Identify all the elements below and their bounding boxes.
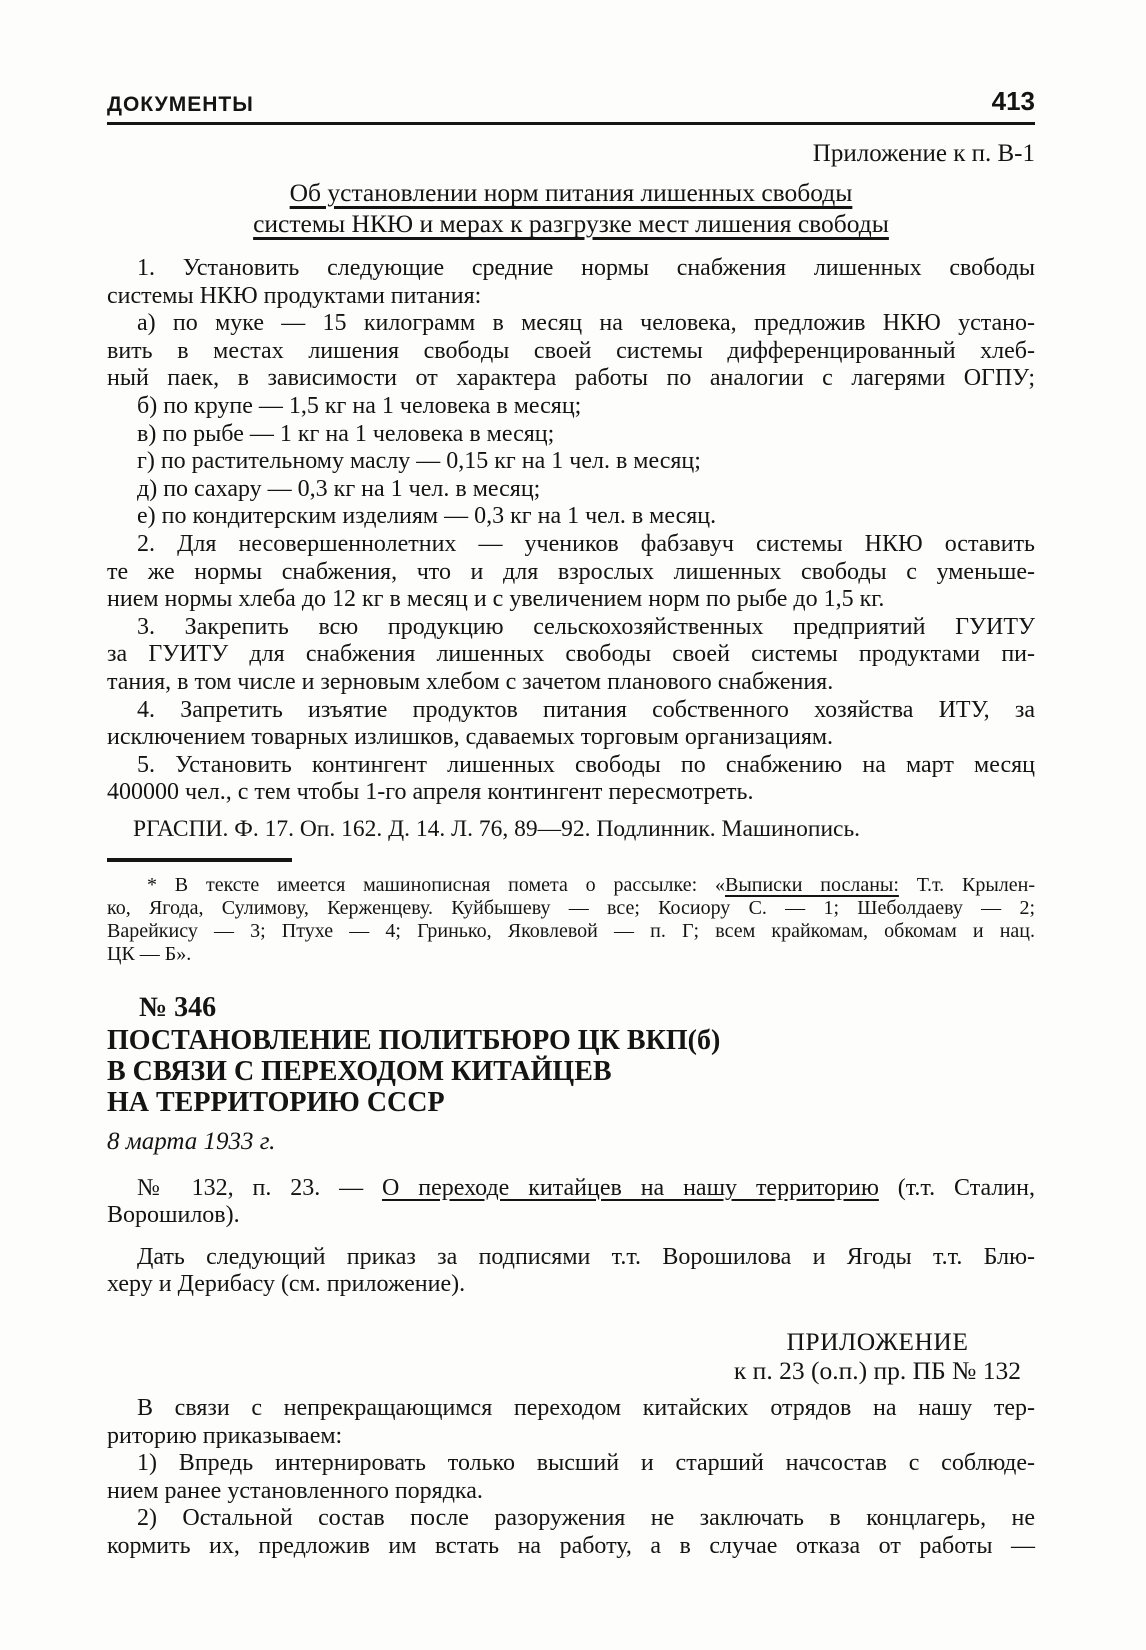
text-run: в) по рыбе — 1 кг на 1 человека в месяц; bbox=[137, 420, 555, 447]
paragraph bbox=[107, 752, 1035, 807]
doc1-title-line: системы НКЮ и мерах к разгрузке мест лишения свободы bbox=[253, 209, 889, 238]
text-line bbox=[107, 338, 1035, 366]
footnote-rule bbox=[107, 858, 292, 862]
text-line bbox=[107, 531, 1035, 559]
text-run: болдаеву — 2; bbox=[886, 897, 1035, 920]
underlined-text: О переходе китайцев на нашу территорию bbox=[382, 1174, 879, 1201]
doc2-body bbox=[107, 1175, 1035, 1299]
paragraph bbox=[107, 1450, 1035, 1505]
text-line bbox=[107, 255, 1035, 283]
text-line bbox=[107, 1271, 1035, 1299]
footnote bbox=[107, 874, 1035, 967]
text-run: херу и Дерибасу (см. приложение). bbox=[107, 1271, 466, 1298]
text-line bbox=[107, 874, 1035, 897]
annex-reference: Приложение к п. В-1 bbox=[812, 140, 1035, 167]
paragraph bbox=[107, 476, 1035, 504]
text-run: е) по кондитерским изделиям — 0,3 кг на 1 чел. в месяц. bbox=[137, 503, 717, 530]
text-run: те же нормы снабжения, что и для взрослых лишенных свободы с уменьше- bbox=[107, 558, 1035, 585]
text-line bbox=[107, 1395, 1035, 1423]
text-line bbox=[107, 779, 1035, 807]
text-run: г) по растительному маслу — 0,15 кг на 1 чел. в месяц; bbox=[137, 448, 701, 475]
text-line bbox=[107, 476, 1035, 504]
text-line bbox=[107, 1175, 1035, 1203]
paragraph bbox=[107, 503, 1035, 531]
doc2-annex-body bbox=[107, 1395, 1035, 1561]
text-line bbox=[107, 1423, 1035, 1451]
text-run: 4. Запретить изъятие продуктов питания собственного хозяйства ИТУ, за bbox=[137, 696, 1035, 723]
text-run: риторию приказываем: bbox=[107, 1422, 343, 1449]
paragraph bbox=[107, 614, 1035, 697]
text-line bbox=[107, 669, 1035, 697]
doc1-body bbox=[107, 255, 1035, 807]
text-run: вить в местах лишения свободы своей системы дифференцированный хлеб- bbox=[107, 337, 1035, 364]
doc2-number: № 346 bbox=[139, 991, 217, 1023]
text-run: 5. Установить контингент лишенных свободы по снабжению на март месяц bbox=[137, 751, 1035, 778]
header-rule bbox=[107, 122, 1035, 125]
annex-heading-title: ПРИЛОЖЕНИЕ bbox=[786, 1327, 969, 1357]
doc1-title bbox=[107, 177, 1035, 239]
paragraph bbox=[107, 421, 1035, 449]
text-run: исключением товарных излишков, сдаваемых торговым организациям. bbox=[107, 724, 834, 751]
text-line bbox=[107, 586, 1035, 614]
running-header bbox=[107, 86, 1035, 117]
text-run: 2) Остальной состав после разоружения не заключать в концлагерь, не bbox=[137, 1505, 1035, 1532]
text-run: нием нормы хлеба до 12 кг в месяц и с увеличением норм по рыбе до 1,5 кг. bbox=[107, 586, 885, 613]
text-run: (т.т. Сталин, bbox=[878, 1174, 1035, 1201]
page-number: 413 bbox=[991, 86, 1035, 116]
doc2-annex-heading-block bbox=[734, 1327, 1035, 1385]
text-run: ЦК — Б». bbox=[107, 943, 192, 966]
text-line bbox=[107, 448, 1035, 476]
text-line bbox=[107, 1450, 1035, 1478]
paragraph bbox=[107, 1244, 1035, 1299]
text-line bbox=[107, 365, 1035, 393]
doc2-annex-heading bbox=[107, 1327, 1035, 1385]
text-run: ный паек, в зависимости от характера работы по аналогии с лагерями ОГПУ; bbox=[107, 365, 1035, 392]
text-line bbox=[107, 724, 1035, 752]
text-run: кормить их, предложив им встать на работу, а в случае отказа от работы — bbox=[107, 1533, 1035, 1560]
text-run: 1. Установить следующие средние нормы снабжения лишенных свободы bbox=[137, 255, 1035, 281]
text-run: 400000 чел., с тем чтобы 1-го апреля контингент пересмотреть. bbox=[107, 779, 754, 806]
text-run: ко, Ягода, Сулимову, Керженцеву. Куйбышеву — все; Косиору bbox=[107, 897, 749, 920]
paragraph bbox=[107, 1505, 1035, 1560]
paragraph bbox=[107, 531, 1035, 614]
text-line bbox=[107, 697, 1035, 725]
paragraph bbox=[107, 1175, 1035, 1230]
paragraph bbox=[107, 874, 1035, 967]
paragraph bbox=[107, 697, 1035, 752]
text-line bbox=[107, 614, 1035, 642]
doc2-heading-line: НА ТЕРРИТОРИЮ СССР bbox=[107, 1086, 445, 1118]
annex-heading-subtitle: к п. 23 (о.п.) пр. ПБ № 132 bbox=[733, 1356, 1021, 1386]
text-line bbox=[107, 1533, 1035, 1561]
paragraph bbox=[107, 1395, 1035, 1450]
doc2-heading bbox=[107, 1025, 1035, 1118]
overlined-text: С. — 1; Ше bbox=[748, 897, 887, 920]
text-run: б) по крупе — 1,5 кг на 1 человека в месяц; bbox=[137, 392, 582, 419]
text-line bbox=[107, 1478, 1035, 1506]
text-run: Дать следующий приказ за подписями т.т. Ворошилова и Ягоды т.т. Блю- bbox=[137, 1243, 1035, 1270]
paragraph bbox=[107, 448, 1035, 476]
doc2-heading-line: ПОСТАНОВЛЕНИЕ ПОЛИТБЮРО ЦК ВКП(б) bbox=[107, 1024, 721, 1056]
text-line bbox=[107, 1244, 1035, 1272]
text-run: Т.т. Крылен- bbox=[898, 873, 1035, 896]
text-run: а) по муке — 15 килограмм в месяц на человека, предложив НКЮ устано- bbox=[137, 310, 1035, 337]
text-line bbox=[107, 559, 1035, 587]
doc2-heading-line: В СВЯЗИ С ПЕРЕХОДОМ КИТАЙЦЕВ bbox=[107, 1055, 612, 1087]
text-line bbox=[107, 641, 1035, 669]
text-run: нием ранее установленного порядка. bbox=[107, 1477, 483, 1504]
paragraph bbox=[107, 255, 1035, 310]
text-line bbox=[107, 1505, 1035, 1533]
text-line bbox=[107, 1202, 1035, 1230]
doc1-title-line: Об установлении норм питания лишенных свободы bbox=[289, 178, 853, 207]
text-line bbox=[107, 310, 1035, 338]
archive-reference: РГАСПИ. Ф. 17. Оп. 162. Д. 14. Л. 76, 89—92. Подлинник. Машинопись. bbox=[133, 815, 861, 842]
text-line bbox=[107, 943, 1035, 966]
text-run: Варейкису — 3; Птухе — 4; Гринько, Яковлевой — п. Г; всем крайкомам, обкомам и нац. bbox=[107, 920, 1035, 943]
text-line bbox=[107, 752, 1035, 780]
text-run: тания, в том числе и зерновым хлебом с зачетом планового снабжения. bbox=[107, 668, 834, 695]
text-run: В связи с непрекращающимся переходом китайских отрядов на нашу тер- bbox=[137, 1395, 1035, 1422]
text-line bbox=[107, 920, 1035, 943]
text-run: системы НКЮ продуктами питания: bbox=[107, 282, 482, 309]
running-header-title: ДОКУМЕНТЫ bbox=[107, 93, 254, 116]
text-run: 1) Впредь интернировать только высший и старший начсостав с соблюде- bbox=[137, 1450, 1035, 1477]
text-run: 3. Закрепить всю продукцию сельскохозяйственных предприятий ГУИТУ bbox=[137, 613, 1035, 640]
text-line bbox=[107, 283, 1035, 311]
text-run: Ворошилов). bbox=[107, 1202, 240, 1229]
text-run: д) по сахару — 0,3 кг на 1 чел. в месяц; bbox=[137, 475, 541, 502]
text-run: * В тексте имеется машинописная помета о рассылке: « bbox=[147, 873, 725, 896]
text-run: за ГУИТУ для снабжения лишенных свободы своей системы продуктами пи- bbox=[107, 641, 1035, 668]
doc2-date: 8 марта 1933 г. bbox=[107, 1127, 276, 1155]
text-run: № 132, п. 23. — bbox=[137, 1174, 383, 1201]
paragraph bbox=[107, 310, 1035, 393]
text-run: 2. Для несовершеннолетних — учеников фабзавуч системы НКЮ оставить bbox=[137, 530, 1035, 557]
text-line bbox=[107, 503, 1035, 531]
text-line bbox=[107, 421, 1035, 449]
text-line bbox=[107, 897, 1035, 920]
paragraph bbox=[107, 393, 1035, 421]
text-line bbox=[107, 393, 1035, 421]
underlined-text: Выписки посланы: bbox=[725, 873, 899, 896]
